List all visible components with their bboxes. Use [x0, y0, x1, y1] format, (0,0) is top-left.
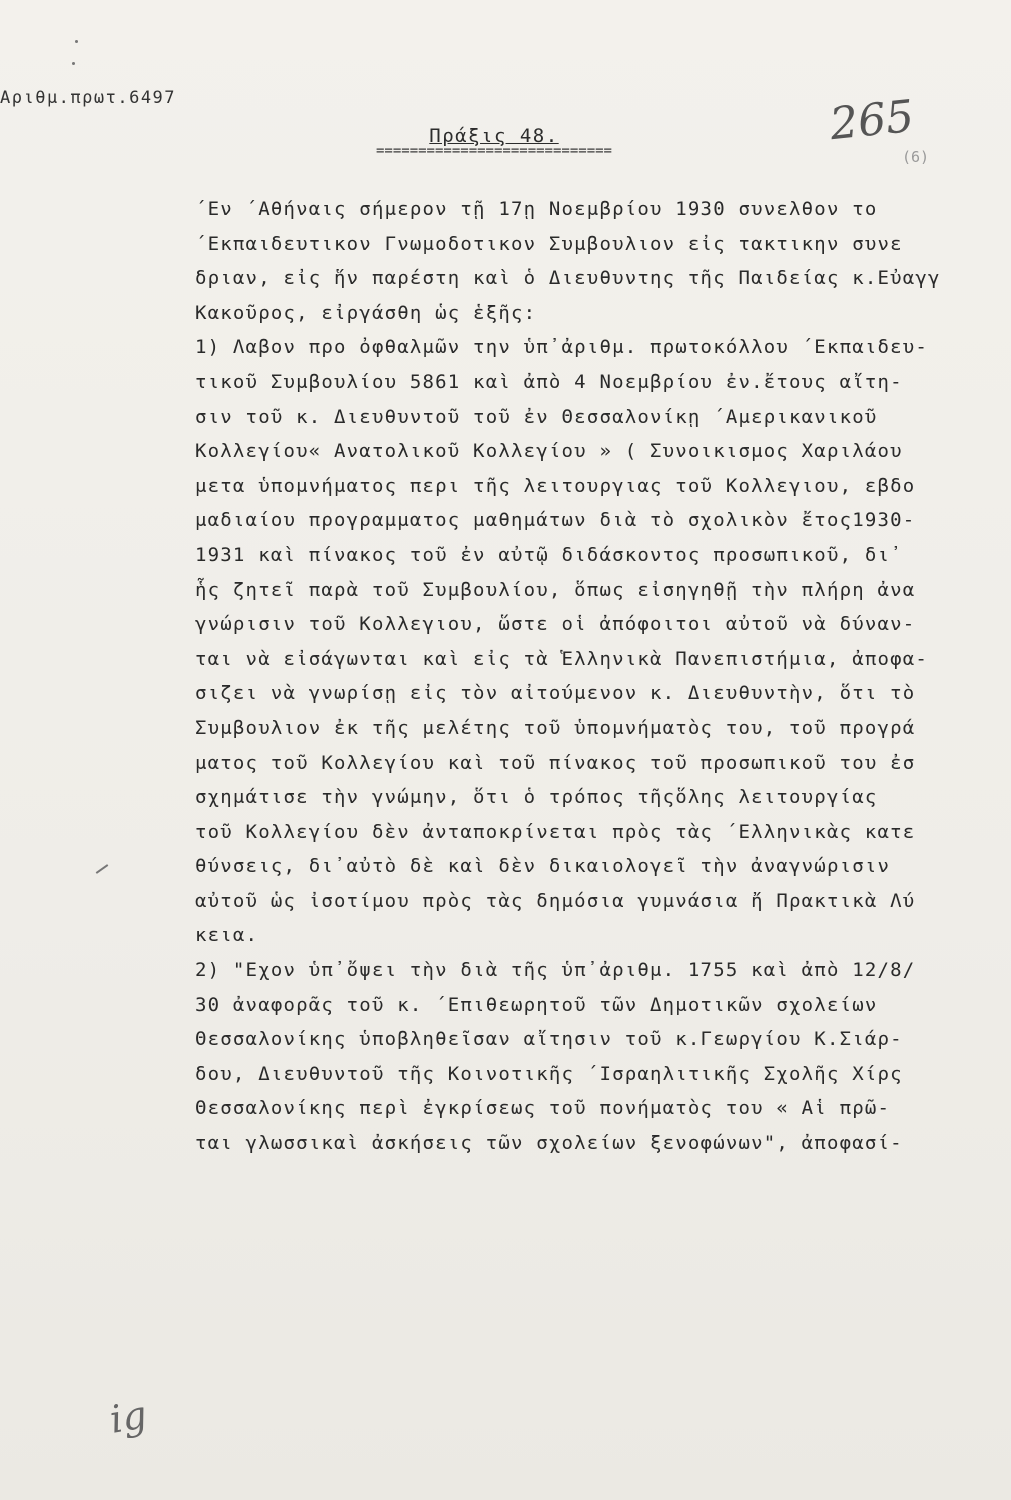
document-title: Πράξις 48. — [429, 125, 559, 147]
speck-mark — [75, 40, 78, 43]
body-text — [195, 192, 985, 1161]
text-line: ται γλωσσικαὶ ἀσκήσεις τῶν σχολείων ξενοφώνων", ἀποφασί- — [195, 1132, 903, 1155]
speck-mark — [72, 62, 75, 65]
text-line: ἧς ζητεῖ παρὰ τοῦ Συμβουλίου, ὅπως εἰσηγηθῇ τὴν πλήρη ἀνα — [195, 578, 916, 601]
text-line: Θεσσαλονίκης ὑποβληθεῖσαν αἴτησιν τοῦ κ.Γεωργίου Κ.Σιάρ- — [195, 1028, 903, 1051]
text-line: ματος τοῦ Κολλεγίου καὶ τοῦ πίνακος τοῦ προσωπικοῦ του ἐσ — [195, 751, 916, 774]
reference-number: Αριθμ.πρωτ.6497 — [0, 88, 177, 108]
text-line: γνώρισιν τοῦ Κολλεγιου, ὥστε οἱ ἀπόφοιτοι αὐτοῦ νὰ δύναν- — [195, 613, 916, 636]
text-line: ΄Εν ΄Αθήναις σήμερον τῇ 17ῃ Νοεμβρίου 1930 συνελθον το — [195, 198, 878, 220]
folio-number: 265 — [827, 90, 917, 151]
text-line: δριαν, εἰς ἥν παρέστη καὶ ὁ Διευθυντης τῆς Παιδείας κ.Εὐαγγ — [195, 267, 941, 290]
folio-small-number: (6) — [902, 148, 930, 166]
text-line: σιν τοῦ κ. Διευθυντοῦ τοῦ ἐν Θεσσαλονίκῃ ΄Αμερικανικοῦ — [195, 405, 878, 428]
margin-tick-mark — [96, 864, 109, 874]
text-line: σιζει νὰ γνωρίσῃ εἰς τὸν αἰτούμενον κ. Διευθυντὴν, ὅτι τὸ — [195, 682, 916, 705]
text-line: τικοῦ Συμβουλίου 5861 καὶ ἀπὸ 4 Νοεμβρίου ἐν.ἔτους αἴτη- — [195, 370, 903, 393]
title-rule: ============================ — [375, 143, 612, 159]
text-line: ται νὰ εἰσάγωνται καὶ εἰς τὰ Ἑλληνικὰ Πανεπιστήμια, ἀποφα- — [195, 647, 929, 670]
text-line: σχημάτισε τὴν γνώμην, ὅτι ὁ τρόπος τῆςὅλης λειτουργίας — [195, 786, 878, 809]
text-line: Κακοῦρος, εἰργάσθη ὡς ἑξῆς: — [195, 301, 537, 324]
text-line: ΄Εκπαιδευτικον Γνωμοδοτικον Συμβουλιον εἰς τακτικην συνε — [195, 232, 903, 255]
text-line: Θεσσαλονίκης περὶ ἐγκρίσεως τοῦ πονήματὸς του « Αἱ πρῶ- — [195, 1097, 891, 1120]
text-line: θύνσεις, δι᾽αὐτὸ δὲ καὶ δὲν δικαιολογεῖ τὴν ἀναγνώρισιν — [195, 855, 891, 878]
text-line: 1) Λαβον προ ὀφθαλμῶν την ὑπ᾽ἀριθμ. πρωτοκόλλου ΄Εκπαιδευ- — [195, 336, 929, 359]
text-line: 1931 καὶ πίνακος τοῦ ἐν αὐτῷ διδάσκοντος προσωπικοῦ, δι᾽ — [195, 543, 903, 566]
text-line: 30 ἀναφορᾶς τοῦ κ. ΄Επιθεωρητοῦ τῶν Δημοτικῶν σχολείων — [195, 993, 878, 1016]
text-line: δου, Διευθυντοῦ τῆς Κοινοτικῆς ΄Ισραηλιτικῆς Σχολῆς Χίρς — [195, 1062, 903, 1085]
text-line: αὐτοῦ ὡς ἰσοτίμου πρὸς τὰς δημόσια γυμνάσια ἤ Πρακτικὰ Λύ — [195, 889, 916, 912]
text-line: κεια. — [195, 924, 259, 947]
text-line: μαδιαίου προγραμματος μαθημάτων διὰ τὸ σχολικὸν ἔτος1930- — [195, 509, 916, 532]
text-line: Συμβουλιον ἐκ τῆς μελέτης τοῦ ὑπομνήματὸς του, τοῦ προγρά — [195, 716, 916, 739]
text-line: τοῦ Κολλεγίου δὲν ἀνταποκρίνεται πρὸς τὰς ΄Ελληνικὰς κατε — [195, 820, 916, 843]
text-line: 2) "Εχον ὑπ᾽ὄψει τὴν διὰ τῆς ὑπ᾽ἀριθμ. 1755 καὶ ἀπὸ 12/8/ — [195, 959, 916, 982]
text-line: Κολλεγίου« Ανατολικοῦ Κολλεγίου » ( Συνοικισμος Χαριλάου — [195, 440, 903, 463]
text-line: μετα ὑπομνήματος περι τῆς λειτουργιας τοῦ Κολλεγιου, εβδο — [195, 474, 916, 497]
handwritten-margin-mark: ig — [106, 1392, 151, 1442]
title-block — [314, 125, 674, 159]
